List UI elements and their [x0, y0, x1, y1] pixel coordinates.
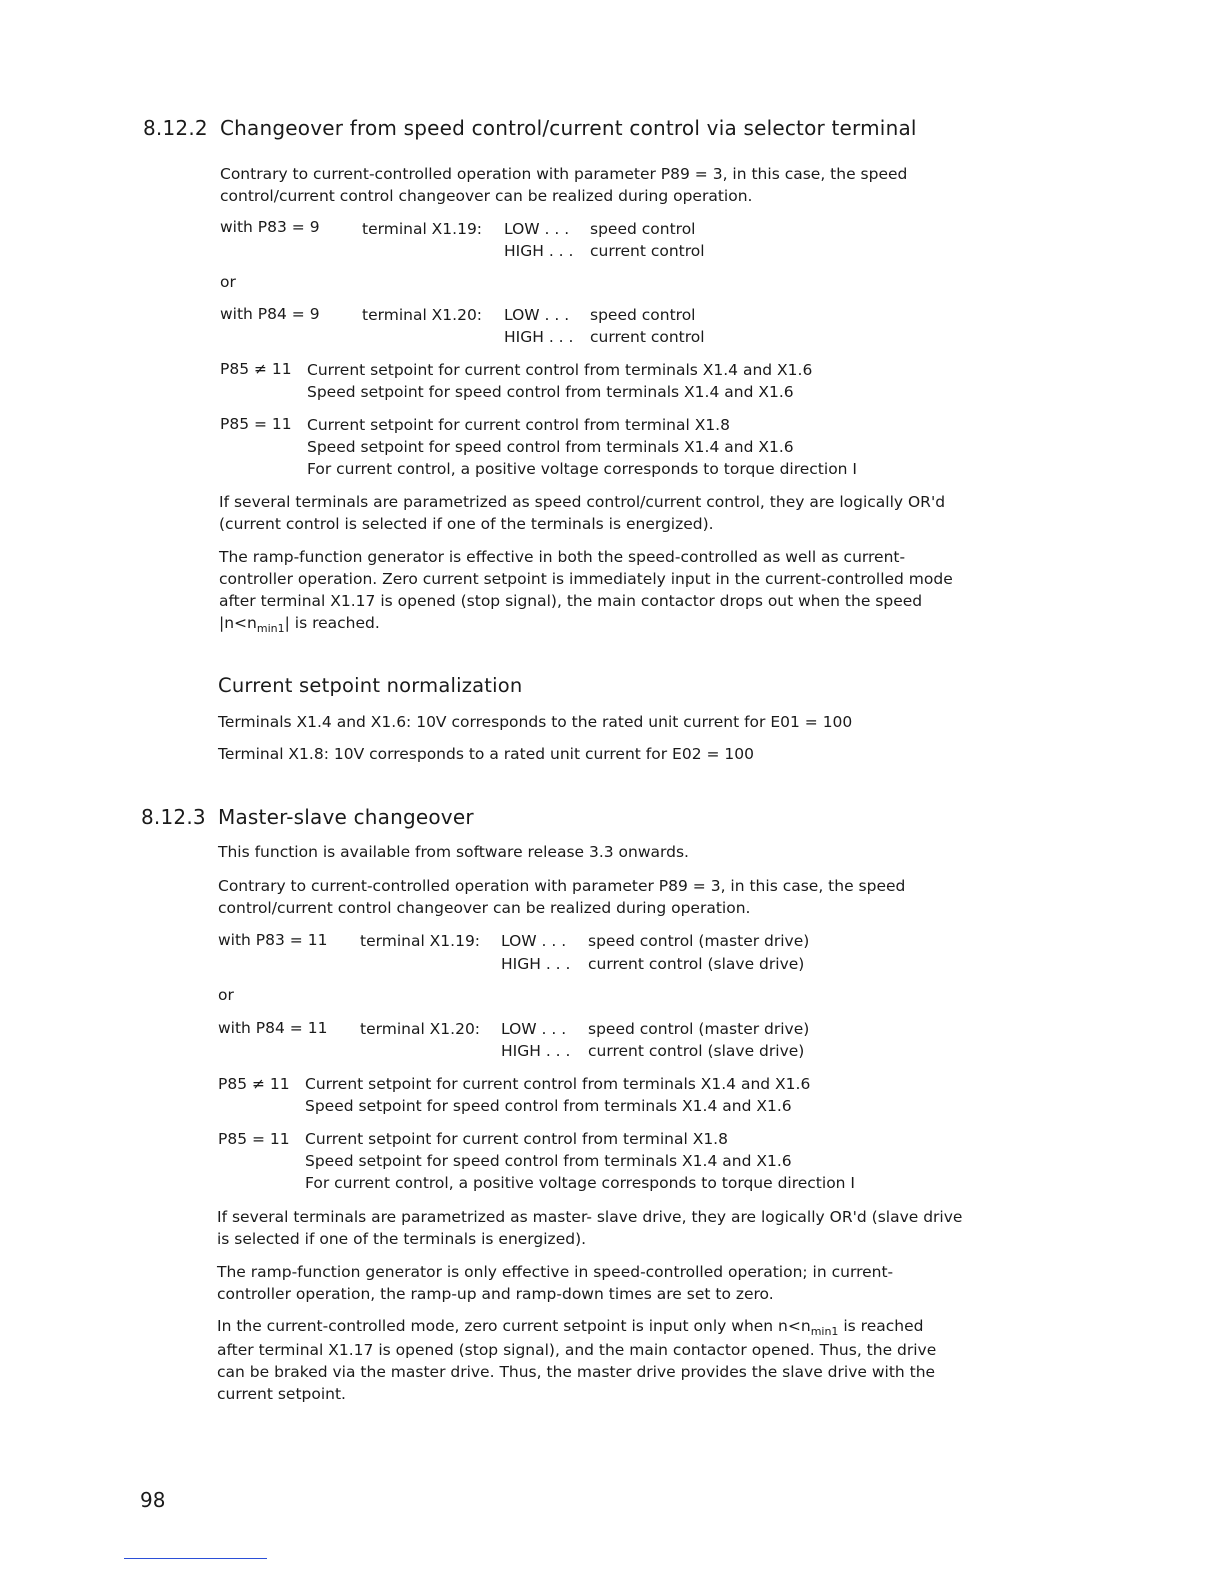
high-label: HIGH . . . [504, 242, 574, 260]
text-line: The ramp-function generator is effective in both the speed-controlled as well as current- [219, 548, 906, 566]
p85-eq-label: P85 = 11 [220, 415, 292, 433]
section-number: 8.12.3 [141, 805, 206, 829]
low-desc: speed control [590, 220, 696, 238]
subscript: min1 [256, 622, 285, 635]
low-desc: speed control (master drive) [588, 1020, 810, 1038]
or-paragraph [219, 491, 945, 535]
text-line: controller operation, the ramp-up and ramp-down times are set to zero. [217, 1285, 774, 1303]
high-label: HIGH . . . [501, 1042, 571, 1060]
p85-ne-desc [305, 1073, 810, 1117]
availability-note: This function is available from software release 3.3 onwards. [218, 843, 689, 861]
intro-paragraph [220, 163, 907, 207]
text-line: current setpoint. [217, 1385, 346, 1403]
or-text: or [220, 273, 236, 291]
text-line: Current setpoint for current control from terminals X1.4 and X1.6 [305, 1075, 811, 1093]
section-title: Master-slave changeover [218, 805, 474, 829]
ramp-paragraph [217, 1261, 893, 1305]
section-number: 8.12.2 [143, 116, 208, 140]
p85-ne-label: P85 ≠ 11 [220, 360, 292, 378]
text-line: If several terminals are parametrized as speed control/current control, they are logically OR'd [219, 493, 946, 511]
param-label: with P83 = 11 [218, 931, 328, 949]
text-line: can be braked via the master drive. Thus, the master drive provides the slave drive with the [217, 1363, 936, 1381]
or-text: or [218, 986, 234, 1004]
high-label: HIGH . . . [501, 955, 571, 973]
text-line: (current control is selected if one of the terminals is energized). [219, 515, 714, 533]
param-label: with P84 = 11 [218, 1019, 328, 1037]
param-label: with P84 = 9 [220, 305, 320, 323]
normalization-title: Current setpoint normalization [218, 674, 523, 697]
param-label: with P83 = 9 [220, 218, 320, 236]
high-label: HIGH . . . [504, 328, 574, 346]
low-label: LOW . . . [501, 932, 567, 950]
text-line: If several terminals are parametrized as master- slave drive, they are logically OR'd (slave drive [217, 1208, 963, 1226]
text-line: control/current control changeover can be realized during operation. [218, 899, 751, 917]
high-desc: current control [590, 328, 705, 346]
text-line: Speed setpoint for speed control from terminals X1.4 and X1.6 [307, 383, 794, 401]
page-number: 98 [140, 1488, 166, 1512]
high-desc: current control (slave drive) [588, 955, 805, 973]
ramp-paragraph [219, 546, 953, 636]
normalization-line: Terminal X1.8: 10V corresponds to a rated unit current for E02 = 100 [218, 745, 754, 763]
text-line: For current control, a positive voltage corresponds to torque direction I [307, 460, 857, 478]
p85-ne-desc [307, 359, 812, 403]
text-fragment: In the current-controlled mode, zero current setpoint is input only when n<n [217, 1317, 811, 1335]
or-paragraph [217, 1206, 962, 1250]
footer-rule [124, 1558, 267, 1559]
text-line: For current control, a positive voltage corresponds to torque direction I [305, 1174, 855, 1192]
p85-ne-label: P85 ≠ 11 [218, 1075, 290, 1093]
low-desc: speed control [590, 306, 696, 324]
text-line: after terminal X1.17 is opened (stop signal), the main contactor drops out when the speed [219, 592, 923, 610]
text-line: Speed setpoint for speed control from terminals X1.4 and X1.6 [305, 1152, 792, 1170]
text-fragment: is reached [838, 1317, 924, 1335]
terminal-label: terminal X1.20: [362, 306, 483, 324]
p85-eq-desc [307, 414, 857, 480]
text-line: Speed setpoint for speed control from terminals X1.4 and X1.6 [307, 438, 794, 456]
text-line: The ramp-function generator is only effective in speed-controlled operation; in current- [217, 1263, 894, 1281]
high-desc: current control (slave drive) [588, 1042, 805, 1060]
text-line: Current setpoint for current control from terminals X1.4 and X1.6 [307, 361, 813, 379]
terminal-label: terminal X1.19: [362, 220, 483, 238]
text-line: Contrary to current-controlled operation with parameter P89 = 3, in this case, the speed [218, 877, 906, 895]
low-label: LOW . . . [501, 1020, 567, 1038]
low-label: LOW . . . [504, 306, 570, 324]
low-desc: speed control (master drive) [588, 932, 810, 950]
text-fragment: |n<n [219, 614, 257, 632]
text-fragment: | is reached. [284, 614, 380, 632]
high-desc: current control [590, 242, 705, 260]
text-line: Speed setpoint for speed control from terminals X1.4 and X1.6 [305, 1097, 792, 1115]
text-line: Contrary to current-controlled operation with parameter P89 = 3, in this case, the speed [220, 165, 908, 183]
text-line: after terminal X1.17 is opened (stop signal), and the main contactor opened. Thus, the drive [217, 1341, 937, 1359]
text-line: control/current control changeover can be realized during operation. [220, 187, 753, 205]
p85-eq-desc [305, 1128, 855, 1194]
subscript: min1 [810, 1325, 839, 1338]
terminal-label: terminal X1.19: [360, 932, 481, 950]
low-label: LOW . . . [504, 220, 570, 238]
p85-eq-label: P85 = 11 [218, 1130, 290, 1148]
final-paragraph [217, 1315, 936, 1405]
normalization-line: Terminals X1.4 and X1.6: 10V corresponds to the rated unit current for E01 = 100 [218, 713, 853, 731]
section-title: Changeover from speed control/current control via selector terminal [220, 116, 917, 140]
text-line: controller operation. Zero current setpoint is immediately input in the current-controlled mode [219, 570, 953, 588]
text-line: Current setpoint for current control from terminal X1.8 [307, 416, 730, 434]
text-line [219, 612, 953, 636]
text-line: is selected if one of the terminals is energized). [217, 1230, 587, 1248]
intro-paragraph [218, 875, 905, 919]
terminal-label: terminal X1.20: [360, 1020, 481, 1038]
text-line: Current setpoint for current control from terminal X1.8 [305, 1130, 728, 1148]
text-line [217, 1315, 936, 1339]
